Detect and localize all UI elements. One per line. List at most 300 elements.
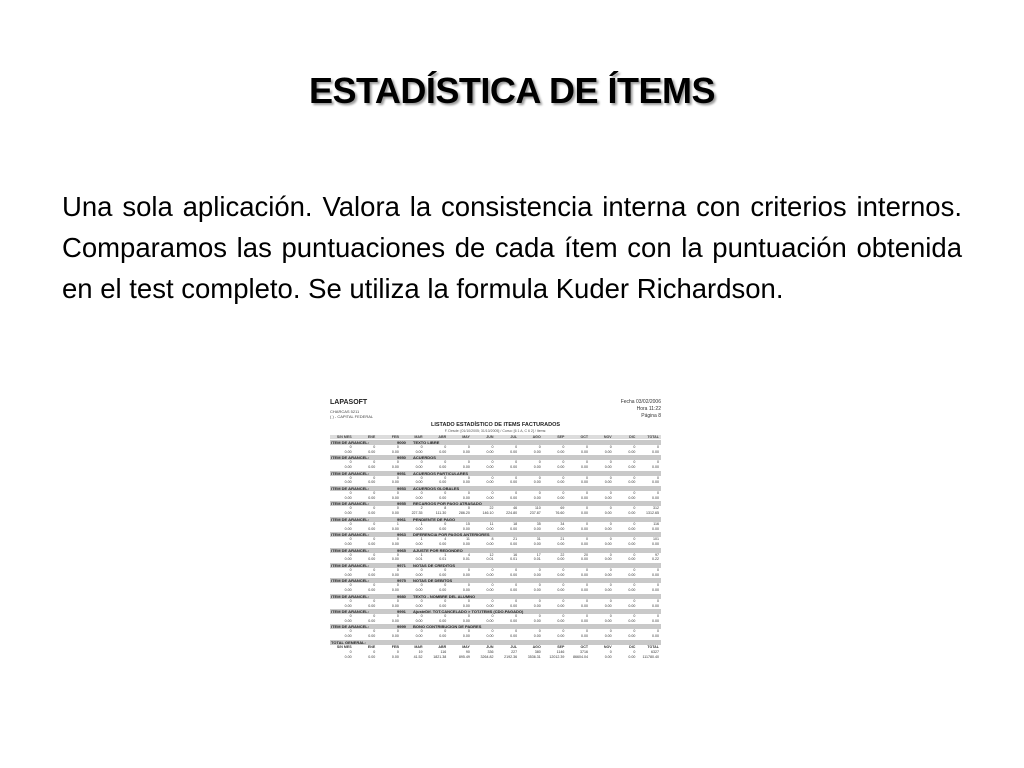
table-cell: 0.00 bbox=[557, 557, 565, 562]
table-cell: 0 bbox=[420, 614, 423, 619]
table-cell: 110 bbox=[535, 506, 541, 511]
table-cell: 0.01 bbox=[415, 557, 423, 562]
table-cell: 0.00 bbox=[581, 634, 589, 639]
table-cell: 0 bbox=[349, 629, 352, 634]
column-header-cell: ABR bbox=[425, 435, 449, 439]
table-cell: 0.00 bbox=[486, 618, 494, 623]
table-cell: 0.00 bbox=[581, 588, 589, 593]
table-cell: 312 bbox=[652, 506, 659, 511]
table-cell: 3264.82 bbox=[480, 654, 494, 659]
table-cell: 0 bbox=[444, 629, 447, 634]
table-cell: 0 bbox=[586, 460, 589, 465]
total-column-cell: DIC bbox=[629, 645, 636, 650]
table-cell: 0 bbox=[656, 614, 659, 619]
item-name: RECARGOS POR PAGO ATRASADO bbox=[413, 501, 482, 507]
table-cell: 0.00 bbox=[581, 449, 589, 454]
table-cell: 0.00 bbox=[368, 541, 376, 546]
table-cell: 0 bbox=[373, 552, 376, 557]
table-cell: 0 bbox=[633, 567, 636, 572]
total-column-cell: MAR bbox=[414, 645, 423, 650]
table-cell: 0.00 bbox=[391, 634, 399, 639]
slide-title: ESTADÍSTICA DE ÍTEMS bbox=[308, 70, 716, 111]
item-code: 9961 bbox=[397, 516, 406, 522]
table-cell: 0 bbox=[373, 614, 376, 619]
table-cell: 0 bbox=[538, 583, 541, 588]
table-cell: 0.00 bbox=[510, 480, 518, 485]
item-name: AjusteDif. TOT.CANCELADO > TOT.ITEMS (CDO.PAGADO) bbox=[413, 609, 524, 615]
table-cell: 0 bbox=[467, 460, 470, 465]
table-cell: 0.00 bbox=[368, 654, 376, 659]
table-cell: 0.00 bbox=[581, 618, 589, 623]
item-name: DIFERENCIA POR PAGOS ANTERIORES bbox=[413, 532, 490, 538]
table-cell: 0.00 bbox=[415, 588, 423, 593]
table-cell: 0.00 bbox=[604, 634, 612, 639]
table-cell: 0 bbox=[586, 506, 589, 511]
table-cell: 0 bbox=[633, 629, 636, 634]
table-cell: 0.00 bbox=[557, 464, 565, 469]
table-cell: 0.00 bbox=[415, 526, 423, 531]
table-cell: 0 bbox=[562, 629, 565, 634]
table-row bbox=[330, 557, 661, 562]
table-cell: 0 bbox=[396, 583, 399, 588]
table-cell: 0.00 bbox=[651, 526, 659, 531]
total-column-cell: S/N MES bbox=[336, 645, 352, 650]
table-cell: 0 bbox=[538, 475, 541, 480]
table-cell: 116 bbox=[440, 649, 447, 654]
table-cell: 15 bbox=[465, 521, 470, 526]
item-code: 9000 bbox=[397, 439, 406, 445]
table-cell: 0.00 bbox=[604, 618, 612, 623]
total-column-cell: SEP bbox=[557, 645, 565, 650]
table-cell: 0.00 bbox=[391, 464, 399, 469]
table-cell: 0.00 bbox=[628, 541, 636, 546]
table-cell: 0 bbox=[586, 444, 589, 449]
item-label: ITEM DE ARANCEL: bbox=[331, 547, 370, 553]
table-cell: 0.01 bbox=[439, 557, 447, 562]
table-cell: 0 bbox=[633, 521, 636, 526]
table-cell: 0.00 bbox=[533, 449, 541, 454]
table-cell: 0.00 bbox=[486, 541, 494, 546]
report-filter: F. Desde: [01/10/2005; 31/10/2005] / Curso: [6 1 A, C 6 2] / Items: bbox=[444, 429, 547, 433]
table-cell: 1821.38 bbox=[433, 654, 447, 659]
table-cell: 0.00 bbox=[604, 480, 612, 485]
table-cell: 0 bbox=[609, 460, 612, 465]
table-cell: 0 bbox=[609, 444, 612, 449]
table-cell: 0 bbox=[515, 475, 518, 480]
table-cell: 0 bbox=[444, 583, 447, 588]
table-cell: 0 bbox=[349, 537, 352, 542]
table-cell: 22 bbox=[489, 506, 494, 511]
table-cell: 0.00 bbox=[557, 603, 565, 608]
table-cell: 0 bbox=[609, 649, 612, 654]
table-cell: 16 bbox=[513, 552, 518, 557]
report-company: LAPASOFT bbox=[330, 399, 368, 406]
table-cell: 146.10 bbox=[482, 511, 494, 516]
table-cell: 86604.04 bbox=[573, 654, 589, 659]
table-cell: 0 bbox=[444, 444, 447, 449]
table-cell: 0 bbox=[633, 583, 636, 588]
table-cell: 0 bbox=[444, 614, 447, 619]
table-cell: 0 bbox=[373, 444, 376, 449]
table-cell: 0 bbox=[633, 475, 636, 480]
table-cell: 0 bbox=[491, 629, 494, 634]
table-cell: 0.00 bbox=[344, 572, 352, 577]
table-cell: 0.00 bbox=[439, 526, 447, 531]
table-cell: 0.00 bbox=[391, 603, 399, 608]
table-cell: 0 bbox=[609, 614, 612, 619]
table-cell: 0.00 bbox=[557, 526, 565, 531]
table-cell: 0 bbox=[444, 490, 447, 495]
table-cell: 0.00 bbox=[344, 557, 352, 562]
table-cell: 8 bbox=[444, 506, 447, 511]
table-cell: 0 bbox=[562, 460, 565, 465]
table-cell: 46 bbox=[513, 506, 518, 511]
table-cell: 17 bbox=[536, 552, 541, 557]
table-row bbox=[330, 496, 661, 501]
table-cell: 90 bbox=[465, 649, 470, 654]
table-row bbox=[330, 619, 661, 624]
table-cell: 0.00 bbox=[344, 634, 352, 639]
table-cell: 0.00 bbox=[439, 495, 447, 500]
table-cell: 0 bbox=[633, 598, 636, 603]
table-row bbox=[330, 573, 661, 578]
report-address-line2: ( ) - CAPITAL FEDERAL bbox=[330, 414, 374, 419]
table-cell: 0.00 bbox=[651, 618, 659, 623]
table-cell: 0.00 bbox=[439, 603, 447, 608]
table-cell: 0 bbox=[491, 444, 494, 449]
table-cell: 0 bbox=[349, 567, 352, 572]
column-header-cell: MAR bbox=[401, 435, 425, 439]
item-name: ACUERDOS PARTICULARES bbox=[413, 470, 469, 476]
table-cell: 0.00 bbox=[415, 618, 423, 623]
report-header bbox=[327, 395, 664, 425]
table-cell: 0 bbox=[586, 521, 589, 526]
table-cell: 0 bbox=[467, 506, 470, 511]
item-label: ITEM DE ARANCEL: bbox=[331, 624, 370, 630]
table-cell: 0.00 bbox=[462, 480, 470, 485]
item-code: 9950 bbox=[397, 455, 406, 461]
table-cell: 0.00 bbox=[651, 464, 659, 469]
table-cell: 895.49 bbox=[458, 654, 470, 659]
table-cell: 0.00 bbox=[510, 526, 518, 531]
table-cell: 111.30 bbox=[435, 511, 447, 516]
table-cell: 0.00 bbox=[604, 557, 612, 562]
table-cell: 12012.39 bbox=[549, 654, 565, 659]
table-cell: 0 bbox=[467, 475, 470, 480]
table-cell: 0 bbox=[586, 598, 589, 603]
total-column-cell: ENE bbox=[367, 645, 376, 650]
table-cell: 0.00 bbox=[391, 449, 399, 454]
table-cell: 0 bbox=[349, 506, 352, 511]
table-cell: 0 bbox=[633, 552, 636, 557]
table-cell: 0 bbox=[656, 567, 659, 572]
table-cell: 1 bbox=[420, 537, 423, 542]
table-cell: 0 bbox=[538, 460, 541, 465]
table-cell: 0.00 bbox=[604, 495, 612, 500]
table-cell: 0 bbox=[515, 460, 518, 465]
table-cell: 0.00 bbox=[604, 572, 612, 577]
table-cell: 0.00 bbox=[510, 634, 518, 639]
table-cell: 0.00 bbox=[486, 464, 494, 469]
table-cell: 0 bbox=[633, 649, 636, 654]
table-cell: 0.00 bbox=[462, 495, 470, 500]
table-cell: 0 bbox=[373, 629, 376, 634]
table-cell: 0.00 bbox=[557, 480, 565, 485]
table-cell: 0 bbox=[420, 490, 423, 495]
table-cell: 4 bbox=[444, 537, 447, 542]
table-row bbox=[330, 542, 661, 547]
column-header-cell: SEP bbox=[543, 435, 567, 439]
table-cell: 0 bbox=[396, 552, 399, 557]
column-header-cell: FEB bbox=[377, 435, 401, 439]
table-cell: 0 bbox=[538, 614, 541, 619]
item-label: ITEM DE ARANCEL: bbox=[331, 516, 370, 522]
table-cell: 0 bbox=[444, 460, 447, 465]
table-cell: 0.00 bbox=[368, 572, 376, 577]
item-code: 9975 bbox=[397, 578, 406, 584]
table-cell: 227.35 bbox=[411, 511, 423, 516]
table-cell: 0 bbox=[609, 475, 612, 480]
table-cell: 0.00 bbox=[604, 603, 612, 608]
table-cell: 0.00 bbox=[391, 588, 399, 593]
table-cell: 0 bbox=[586, 614, 589, 619]
report-time: Hora 11:22 bbox=[636, 406, 661, 412]
table-cell: 0 bbox=[444, 567, 447, 572]
table-cell: 0 bbox=[420, 598, 423, 603]
table-cell: 0.00 bbox=[462, 449, 470, 454]
table-cell: 0 bbox=[467, 583, 470, 588]
table-cell: 0.00 bbox=[510, 541, 518, 546]
table-cell: 0.00 bbox=[344, 588, 352, 593]
table-cell: 0.00 bbox=[581, 480, 589, 485]
table-cell: 0.00 bbox=[439, 480, 447, 485]
table-cell: 0.01 bbox=[462, 557, 470, 562]
total-column-cell: ABR bbox=[438, 645, 447, 650]
table-cell: 0.00 bbox=[557, 572, 565, 577]
table-cell: 0.00 bbox=[462, 541, 470, 546]
item-label: ITEM DE ARANCEL: bbox=[331, 609, 370, 615]
table-cell: 0.00 bbox=[581, 464, 589, 469]
item-code: 9951 bbox=[397, 470, 406, 476]
report-date: Fecha 03/02/2006 bbox=[620, 399, 661, 405]
table-cell: 0.00 bbox=[604, 511, 612, 516]
table-cell: 0.00 bbox=[557, 634, 565, 639]
table-cell: 0 bbox=[349, 598, 352, 603]
table-cell: 0.00 bbox=[368, 557, 376, 562]
table-cell: 101 bbox=[652, 537, 659, 542]
column-header-cell: S/N MES bbox=[330, 435, 354, 439]
table-cell: 0 bbox=[633, 444, 636, 449]
table-cell: 0.00 bbox=[415, 480, 423, 485]
table-cell: 11 bbox=[466, 537, 470, 542]
table-cell: 0.00 bbox=[391, 526, 399, 531]
table-cell: 0.00 bbox=[368, 495, 376, 500]
table-cell: 3716 bbox=[580, 649, 589, 654]
table-cell: 0.00 bbox=[533, 495, 541, 500]
table-cell: 0 bbox=[656, 490, 659, 495]
table-cell: 0 bbox=[515, 598, 518, 603]
table-cell: 0.00 bbox=[415, 572, 423, 577]
table-cell: 0.00 bbox=[439, 449, 447, 454]
table-cell: 380 bbox=[534, 649, 541, 654]
table-cell: 22 bbox=[560, 552, 565, 557]
table-cell: 0 bbox=[609, 567, 612, 572]
table-cell: 0 bbox=[515, 444, 518, 449]
table-cell: 0 bbox=[656, 444, 659, 449]
table-cell: 0.00 bbox=[628, 495, 636, 500]
table-cell: 0.00 bbox=[344, 541, 352, 546]
column-header-cell: NOV bbox=[590, 435, 614, 439]
table-cell: 0.00 bbox=[581, 557, 589, 562]
table-cell: 0 bbox=[349, 552, 352, 557]
table-cell: 21 bbox=[560, 537, 565, 542]
table-cell: 0 bbox=[491, 614, 494, 619]
table-cell: 0 bbox=[396, 598, 399, 603]
report-body bbox=[330, 439, 661, 659]
table-cell: 20 bbox=[584, 552, 589, 557]
item-code: 9953 bbox=[397, 485, 406, 491]
table-cell: 0 bbox=[609, 583, 612, 588]
table-cell: 0 bbox=[656, 475, 659, 480]
table-cell: 336 bbox=[487, 649, 494, 654]
table-cell: 0 bbox=[562, 598, 565, 603]
table-cell: 0 bbox=[586, 567, 589, 572]
table-cell: 0.00 bbox=[344, 464, 352, 469]
table-cell: 0.00 bbox=[581, 511, 589, 516]
table-cell: 111780.40 bbox=[642, 654, 659, 659]
column-header-cell: JUL bbox=[495, 435, 519, 439]
table-cell: 0 bbox=[420, 583, 423, 588]
table-cell: 0.00 bbox=[628, 526, 636, 531]
table-cell: 0 bbox=[396, 490, 399, 495]
table-cell: 0.00 bbox=[533, 603, 541, 608]
table-cell: 0.00 bbox=[628, 634, 636, 639]
table-cell: 0 bbox=[349, 649, 352, 654]
item-name: PENDIENTE DE PAGO bbox=[413, 516, 456, 522]
column-header-cell: ENE bbox=[354, 435, 378, 439]
table-row bbox=[330, 604, 661, 609]
table-cell: 0 bbox=[538, 598, 541, 603]
table-cell: 19 bbox=[418, 649, 423, 654]
report-image bbox=[327, 395, 664, 697]
item-label: ITEM DE ARANCEL: bbox=[331, 593, 370, 599]
table-cell: 0.00 bbox=[581, 526, 589, 531]
table-cell: 0.00 bbox=[557, 541, 565, 546]
table-cell: 0 bbox=[467, 490, 470, 495]
table-cell: 1 bbox=[396, 521, 399, 526]
table-cell: 0.00 bbox=[533, 541, 541, 546]
table-cell: 0.00 bbox=[628, 511, 636, 516]
table-cell: 0.00 bbox=[628, 572, 636, 577]
table-cell: 12 bbox=[489, 552, 494, 557]
total-column-cell: OCT bbox=[580, 645, 589, 650]
table-cell: 0 bbox=[349, 460, 352, 465]
table-cell: 0.00 bbox=[510, 618, 518, 623]
item-label: ITEM DE ARANCEL: bbox=[331, 455, 370, 461]
table-cell: 0 bbox=[349, 475, 352, 480]
table-cell: 0 bbox=[609, 537, 612, 542]
item-name: NOTAS DE DEBITOS bbox=[413, 578, 453, 584]
table-cell: 0.00 bbox=[510, 572, 518, 577]
table-cell: 0 bbox=[633, 537, 636, 542]
table-cell: 0.00 bbox=[486, 495, 494, 500]
table-cell: 76.60 bbox=[555, 511, 565, 516]
table-cell: 0 bbox=[467, 598, 470, 603]
table-cell: 0.00 bbox=[557, 495, 565, 500]
table-cell: 0.00 bbox=[581, 572, 589, 577]
table-row bbox=[330, 588, 661, 593]
item-name: AJUSTE POR REDONDEO bbox=[413, 547, 463, 553]
table-cell: 0 bbox=[656, 598, 659, 603]
table-cell: 0 bbox=[420, 567, 423, 572]
table-cell: 0 bbox=[538, 567, 541, 572]
table-cell: 0.00 bbox=[368, 588, 376, 593]
table-cell: 224.80 bbox=[506, 511, 518, 516]
table-cell: 0 bbox=[562, 475, 565, 480]
table-row bbox=[330, 511, 661, 516]
table-cell: 0.00 bbox=[651, 634, 659, 639]
table-cell: 0 bbox=[586, 475, 589, 480]
table-cell: 0.00 bbox=[628, 654, 636, 659]
table-cell: 1 bbox=[420, 552, 423, 557]
table-cell: 0 bbox=[609, 552, 612, 557]
table-cell: 1 bbox=[444, 552, 447, 557]
table-cell: 0.00 bbox=[391, 654, 399, 659]
table-cell: 0.00 bbox=[510, 495, 518, 500]
table-cell: 0 bbox=[586, 629, 589, 634]
table-cell: 0.00 bbox=[368, 480, 376, 485]
table-cell: 0 bbox=[491, 475, 494, 480]
table-cell: 0.00 bbox=[344, 618, 352, 623]
column-header-cell: MAY bbox=[448, 435, 472, 439]
table-cell: 0 bbox=[444, 475, 447, 480]
table-cell: 0 bbox=[396, 614, 399, 619]
table-cell: 0.00 bbox=[344, 511, 352, 516]
report-page: Página 8 bbox=[641, 413, 661, 419]
item-name: TEXTO LIBRE bbox=[413, 439, 440, 445]
table-cell: 0 bbox=[396, 475, 399, 480]
table-row bbox=[330, 480, 661, 485]
item-label: ITEM DE ARANCEL: bbox=[331, 439, 370, 445]
table-cell: 0 bbox=[633, 460, 636, 465]
table-cell: 0.00 bbox=[368, 618, 376, 623]
table-cell: 0.00 bbox=[344, 449, 352, 454]
table-cell: 0 bbox=[373, 475, 376, 480]
table-cell: 0 bbox=[538, 444, 541, 449]
table-cell: 4 bbox=[467, 552, 470, 557]
table-cell: 1146 bbox=[556, 649, 565, 654]
table-cell: 0.00 bbox=[486, 480, 494, 485]
table-cell: 0 bbox=[396, 629, 399, 634]
table-cell: 0.00 bbox=[391, 557, 399, 562]
item-label: ITEM DE ARANCEL: bbox=[331, 578, 370, 584]
table-cell: 0.00 bbox=[486, 603, 494, 608]
table-cell: 0.00 bbox=[368, 464, 376, 469]
table-cell: 0.00 bbox=[604, 588, 612, 593]
item-label: ITEM DE ARANCEL: bbox=[331, 562, 370, 568]
table-cell: 0.00 bbox=[604, 654, 612, 659]
item-code: 9991 bbox=[397, 609, 406, 615]
table-cell: 31 bbox=[536, 537, 541, 542]
total-column-cell: AGO bbox=[532, 645, 541, 650]
table-cell: 0.00 bbox=[368, 449, 376, 454]
table-cell: 0 bbox=[349, 444, 352, 449]
table-cell: 0.00 bbox=[462, 603, 470, 608]
table-cell: 0.00 bbox=[415, 634, 423, 639]
table-cell: 0.00 bbox=[581, 495, 589, 500]
table-cell: 0.00 bbox=[391, 541, 399, 546]
total-column-cell: MAY bbox=[462, 645, 470, 650]
